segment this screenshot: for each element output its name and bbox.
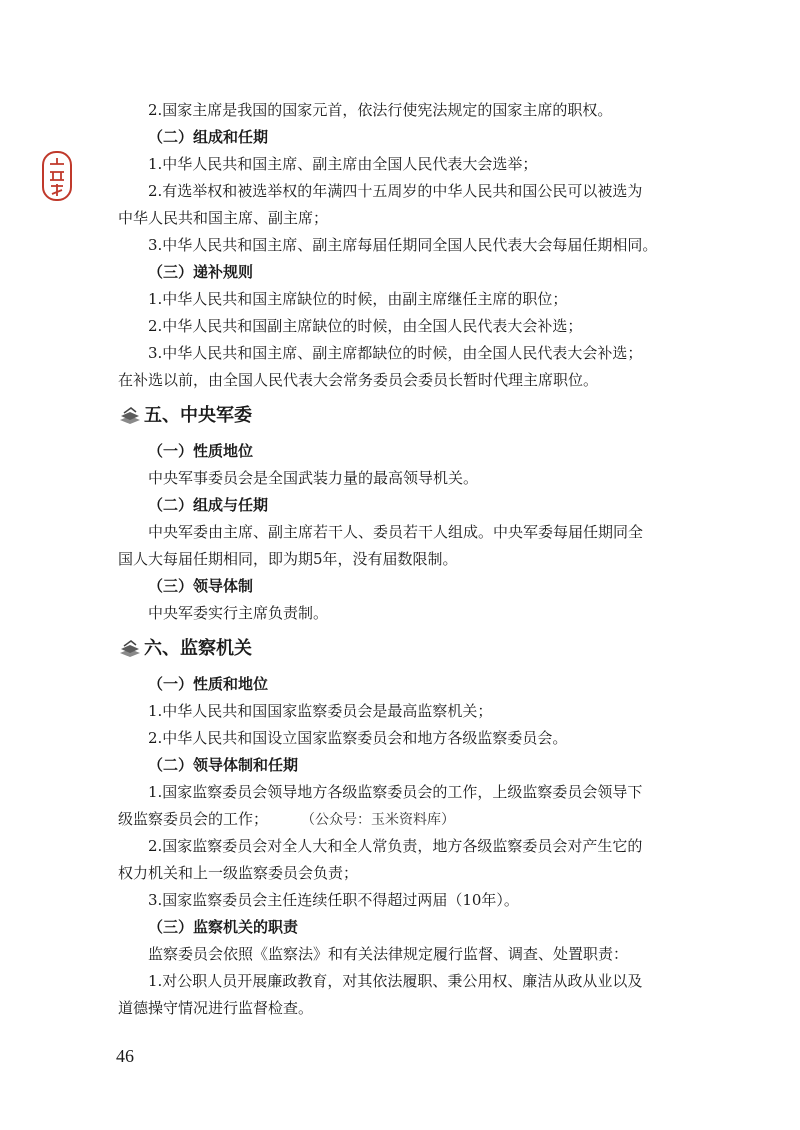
- subheading: （三）递补规则: [148, 263, 254, 281]
- subheading: （一）性质和地位: [148, 675, 269, 693]
- text-line: 1.中华人民共和国主席、副主席由全国人民代表大会选举；: [148, 155, 538, 173]
- page-content: [118, 97, 698, 1022]
- section-heading-text: 六、监察机关: [144, 638, 252, 659]
- text-line: 中华人民共和国主席、副主席；: [118, 209, 329, 227]
- text-line: 中央军委实行主席负责制。: [148, 604, 329, 622]
- text-line: 3.国家监察委员会主任连续任职不得超过两届（10年）。: [148, 891, 519, 909]
- text-line: 2.国家主席是我国的国家元首，依法行使宪法规定的国家主席的职权。: [148, 101, 613, 119]
- text-line: 1.中华人民共和国主席缺位的时候，由副主席继任主席的职位；: [148, 290, 568, 308]
- subheading: （一）性质地位: [148, 442, 254, 460]
- text-line: 3.中华人民共和国主席、副主席每届任期同全国人民代表大会每届任期相同。: [148, 236, 658, 254]
- text-line: 在补选以前，由全国人民代表大会常务委员会委员长暂时代理主席职位。: [118, 371, 599, 389]
- seal-stamp: [41, 150, 73, 202]
- section-heading-text: 五、中央军委: [144, 405, 252, 426]
- text-line: 2.有选举权和被选举权的年满四十五周岁的中华人民共和国公民可以被选为: [148, 182, 643, 200]
- text-line: 1.国家监察委员会领导地方各级监察委员会的工作，上级监察委员会领导下: [148, 783, 643, 801]
- text-line: 监察委员会依照《监察法》和有关法律规定履行监督、调查、处置职责：: [148, 945, 629, 963]
- subheading: （二）组成与任期: [148, 496, 269, 514]
- text-line: 国人大每届任期相同，即为期5年，没有届数限制。: [118, 550, 458, 568]
- book-stack-icon: [118, 640, 142, 658]
- text-line: 2.中华人民共和国设立国家监察委员会和地方各级监察委员会。: [148, 729, 568, 747]
- text-line: 2.国家监察委员会对全人大和全人常负责，地方各级监察委员会对产生它的: [148, 837, 643, 855]
- text-line: 1.中华人民共和国国家监察委员会是最高监察机关；: [148, 702, 493, 720]
- subheading: （二）领导体制和任期: [148, 756, 299, 774]
- text-line: 1.对公职人员开展廉政教育，对其依法履职、秉公用权、廉洁从政从业以及: [148, 972, 643, 990]
- text-line: 3.中华人民共和国主席、副主席都缺位的时候，由全国人民代表大会补选；: [148, 344, 643, 362]
- text-line: 中央军委由主席、副主席若干人、委员若干人组成。中央军委每届任期同全: [148, 523, 644, 541]
- section-heading-6: [118, 629, 698, 669]
- watermark-note: （公众号：玉米资料库）: [308, 812, 456, 828]
- text-line: 权力机关和上一级监察委员会负责；: [118, 864, 359, 882]
- text-fragment: 级监察委员会的工作；: [118, 810, 269, 828]
- book-stack-icon: [118, 407, 142, 425]
- section-heading-5: [118, 396, 698, 436]
- text-line: [118, 806, 698, 833]
- page-number: 46: [116, 1046, 134, 1066]
- text-line: 2.中华人民共和国副主席缺位的时候，由全国人民代表大会补选；: [148, 317, 583, 335]
- subheading: （三）监察机关的职责: [148, 918, 299, 936]
- text-line: 中央军事委员会是全国武装力量的最高领导机关。: [148, 469, 479, 487]
- subheading: （三）领导体制: [148, 577, 254, 595]
- subheading: （二）组成和任期: [148, 128, 269, 146]
- text-line: 道德操守情况进行监督检查。: [118, 999, 314, 1017]
